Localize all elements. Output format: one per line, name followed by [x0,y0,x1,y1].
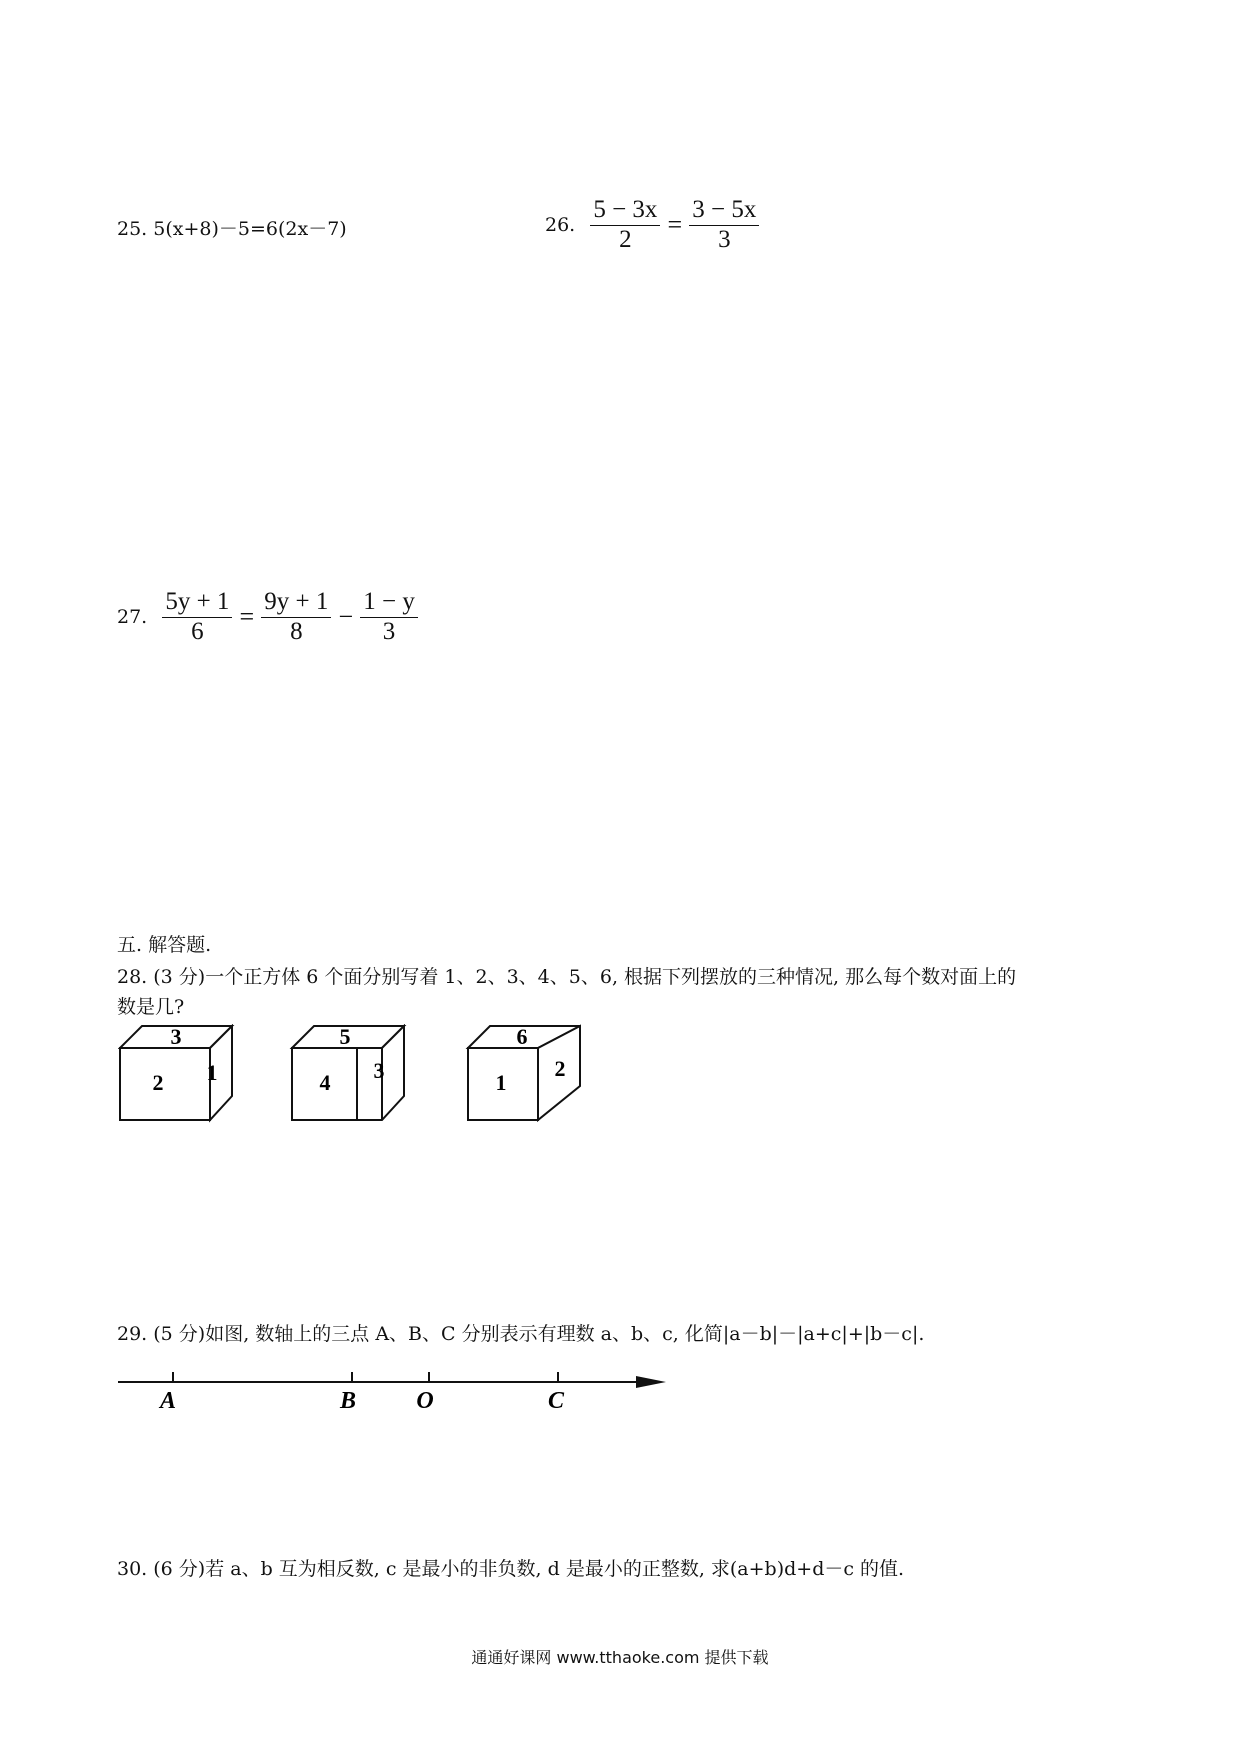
question-27 [117,588,418,647]
fraction-numerator: 3 − 5x [689,196,759,226]
cube-diagrams [118,1024,598,1124]
question-28-line-1: 28. (3 分)一个正方体 6 个面分别写着 1、2、3、4、5、6, 根据下列摆放的三种情况, 那么每个数对面上的 [117,966,1017,988]
cube-1 [120,1024,232,1120]
cube-side-number: 3 [373,1058,385,1083]
cube-front-number: 4 [319,1070,331,1095]
question-30: 30. (6 分)若 a、b 互为相反数, c 是最小的非负数, d 是最小的正整数, 求(a+b)d+d－c 的值. [117,1558,905,1580]
question-25: 25. 5(x+8)－5=6(2x－7) [117,218,347,240]
fraction-numerator: 5 − 3x [590,196,660,226]
cube-top-number: 6 [516,1024,528,1049]
question-27-fraction-b [261,588,331,647]
question-26 [545,196,759,255]
fraction-denominator: 8 [290,617,303,645]
cube-top-number: 3 [170,1024,182,1049]
cube-front-face [120,1048,210,1120]
equals-sign: = [667,210,683,240]
number-line [116,1360,676,1420]
cube-side-number: 2 [554,1056,566,1081]
section-5-title: 五. 解答题. [117,934,212,956]
axis-label-a: A [159,1388,177,1414]
question-29: 29. (5 分)如图, 数轴上的三点 A、B、C 分别表示有理数 a、b、c, 化简|a－b|－|a+c|+|b－c|. [117,1323,925,1345]
cube-2 [292,1024,404,1120]
cube-3 [468,1024,580,1120]
axis-label-o: O [416,1388,434,1414]
fraction-numerator: 5y + 1 [162,588,232,618]
page-footer: 通通好课网 www.tthaoke.com 提供下载 [471,1648,769,1667]
fraction-denominator: 3 [718,225,731,253]
cube-top-number: 5 [339,1024,351,1049]
axis-label-c: C [547,1388,565,1414]
question-27-fraction-c [360,588,418,647]
cube-front-number: 1 [495,1070,507,1095]
question-26-label: 26. [545,214,576,237]
axis-label-b: B [339,1388,357,1414]
fraction-numerator: 9y + 1 [261,588,331,618]
cube-side-number: 1 [206,1060,218,1085]
fraction-denominator: 3 [382,617,396,645]
axis-arrow-icon [636,1376,666,1388]
equals-sign: = [239,602,255,632]
fraction-denominator: 6 [191,617,204,645]
minus-sign: − [338,602,354,632]
fraction-denominator: 2 [619,225,632,253]
cube-front-number: 2 [152,1070,164,1095]
question-26-rhs-fraction [689,196,759,255]
question-27-label: 27. [117,606,148,629]
question-27-fraction-a [162,588,232,647]
fraction-numerator: 1 − y [360,588,418,618]
question-28-line-2: 数是几? [117,996,185,1018]
question-26-lhs-fraction [590,196,660,255]
